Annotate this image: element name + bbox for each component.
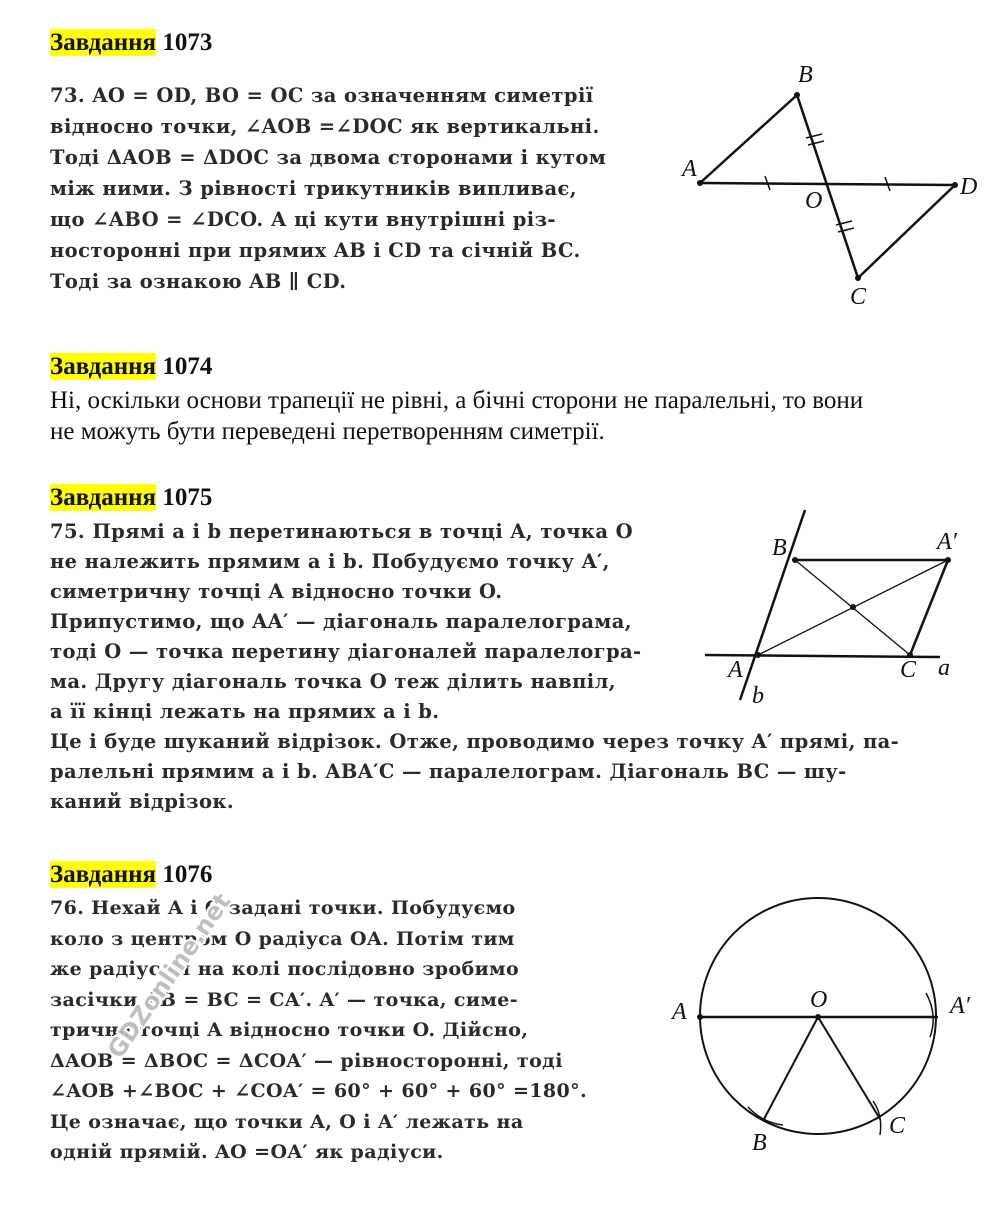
text-line: тоді O — точка перетину діагоналей паралелогра-	[50, 640, 642, 663]
label-A-prime: A′	[937, 529, 957, 555]
heading-label: Завдання	[50, 29, 157, 56]
text-line: не можуть бути переведені перетворенням симетрії.	[50, 418, 605, 445]
text-line: 75. Прямі a і b перетинаються в точці A, точка O	[50, 520, 633, 543]
text-line: коло з центром O радіуса OA. Потім тим	[50, 927, 515, 950]
text-line: відносно точки, ∠AOB =∠DOC як вертикальні.	[50, 115, 600, 138]
task-heading-1076	[50, 860, 212, 890]
text-line: симетричну точці A відносно точки O.	[50, 580, 503, 603]
heading-label: Завдання	[50, 861, 157, 888]
label-B: B	[772, 535, 787, 561]
text-line: каний відрізок.	[50, 790, 235, 813]
heading-number: 1074	[162, 353, 213, 380]
text-line: 73. AO = OD, BO = OC за означенням симетрії	[50, 84, 594, 107]
text-line: а її кінці лежать на прямих a і b.	[50, 700, 440, 723]
text-line: ΔAOB = ΔBOC = ΔCOA′ — рівносторонні, тоді	[50, 1049, 563, 1072]
text-line: Це і буде шуканий відрізок. Отже, проводимо через точку A′ прямі, па-	[50, 730, 900, 753]
label-B: B	[752, 1130, 767, 1156]
label-A: A	[682, 156, 697, 182]
text-line: ралельні прямим a і b. ABA′C — паралелограм. Діагональ BC — шу-	[50, 760, 847, 783]
text-line: засічки AB = BC = CA′. A′ — точка, симе-	[50, 988, 519, 1011]
text-line: Тоді ΔAOB = ΔDOC за двома сторонами і кутом	[50, 146, 607, 169]
label-O: O	[810, 987, 828, 1013]
text-line: же радіусом на колі послідовно зробимо	[50, 958, 520, 980]
task-1074-text	[50, 385, 863, 447]
figure-1075	[700, 505, 1000, 720]
label-A-prime: A′	[950, 993, 970, 1019]
watermark-text: GDZonline.net	[101, 888, 237, 1064]
task-1073-text	[50, 80, 606, 297]
task-1076-text	[50, 893, 587, 1168]
text-line: ∠AOB +∠BOC + ∠COA′ = 60° + 60° + 60° =180°.	[50, 1080, 588, 1102]
figure-1073	[670, 60, 990, 310]
label-O: O	[805, 188, 823, 214]
label-a: a	[938, 655, 950, 681]
label-D: D	[960, 174, 978, 200]
label-C: C	[850, 284, 867, 310]
text-line: 76. Нехай A і O задані точки. Побудуємо	[50, 897, 516, 919]
figure-1076	[668, 895, 988, 1160]
text-line: Це означає, що точки A, O і A′ лежать на	[50, 1110, 524, 1133]
text-line: що ∠ABO = ∠DCO. А ці кути внутрішні різ-	[50, 208, 556, 231]
label-b: b	[752, 683, 764, 709]
text-line: одній прямій. AO =OA′ як радіуси.	[50, 1141, 444, 1163]
heading-label: Завдання	[50, 353, 157, 380]
task-heading-1074	[50, 352, 212, 382]
text-line: Ні, оскільки основи трапеції не рівні, а бічні сторони не паралельні, то вони	[50, 387, 864, 414]
heading-label: Завдання	[50, 484, 157, 511]
label-C: C	[889, 1113, 906, 1139]
text-line: носторонні при прямих AB і CD та січній BC.	[50, 239, 581, 262]
heading-number: 1073	[162, 29, 213, 56]
task-heading-1075	[50, 483, 212, 513]
text-line: Припустимо, що AA′ — діагональ паралелограма,	[50, 610, 632, 633]
text-line: між ними. З рівності трикутників випливає,	[50, 177, 577, 200]
text-line: не належить прямим a і b. Побудуємо точку A′,	[50, 550, 610, 573]
label-A: A	[672, 999, 687, 1025]
task-heading-1073	[50, 28, 212, 58]
label-A: A	[728, 657, 743, 683]
label-B: B	[798, 62, 813, 88]
text-line: ма. Другу діагональ точка O теж ділить навпіл,	[50, 670, 616, 693]
label-C: C	[900, 657, 917, 683]
text-line: трична точці A відносно точки O. Дійсно,	[50, 1019, 529, 1041]
text-line: Тоді за ознакою AB ∥ CD.	[50, 270, 347, 293]
heading-number: 1075	[162, 484, 213, 511]
heading-number: 1076	[162, 861, 213, 888]
